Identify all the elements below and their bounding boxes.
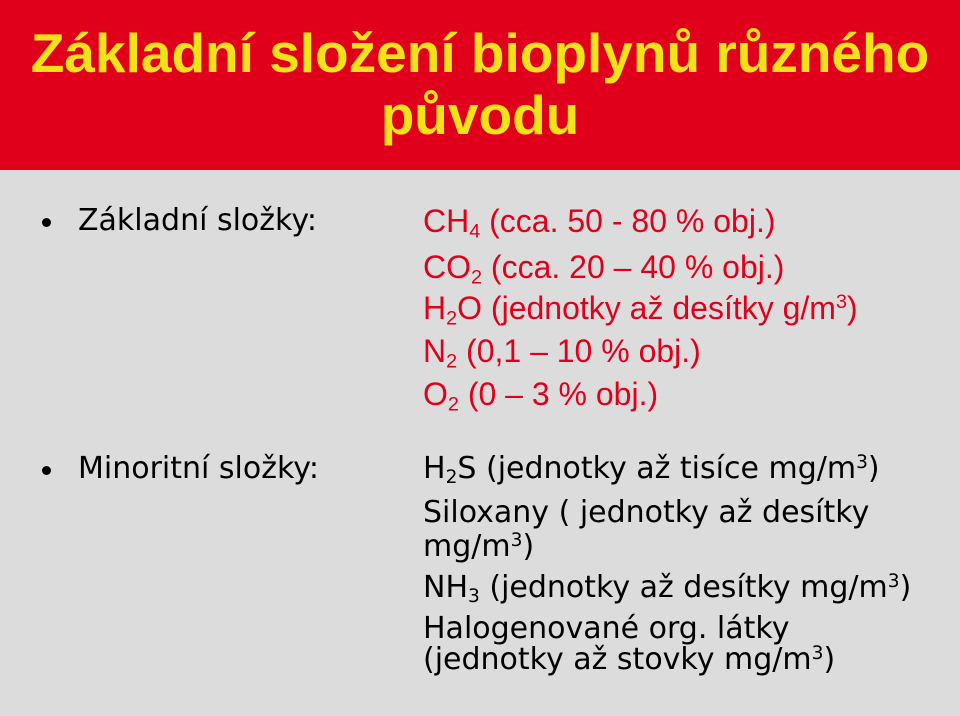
subscript: 2 [446, 307, 458, 330]
minor-component-h2s [423, 451, 880, 487]
subscript: 3 [468, 586, 480, 608]
formula: NH [423, 570, 468, 605]
minor-component-nh3 [423, 570, 911, 606]
subscript: 4 [469, 220, 481, 243]
minor-component-halogenated-cont [423, 642, 835, 678]
page-title-line-2: původu [380, 84, 580, 146]
main-component-o2 [423, 376, 659, 416]
formula: N [423, 333, 447, 369]
component-text: S (jednotky až tisíce mg/m [457, 451, 857, 486]
minor-components-label: Minoritní složky: [78, 451, 319, 486]
formula: O [423, 376, 448, 412]
bullet-icon [42, 218, 51, 227]
component-text-tail: ) [823, 642, 836, 677]
formula: CO [423, 249, 471, 285]
component-text-tail: ) [846, 290, 858, 326]
formula: H [423, 290, 447, 326]
main-component-n2 [423, 333, 701, 373]
superscript: 3 [887, 570, 900, 592]
component-text-tail: ) [867, 451, 880, 486]
subscript: 2 [445, 467, 458, 489]
formula: CH [423, 203, 470, 239]
main-component-h2o [423, 290, 858, 330]
page-title-line-1: Základní složení bioplynů různého [30, 22, 930, 84]
component-text: (0,1 – 10 % obj.) [457, 333, 701, 369]
superscript: 3 [510, 529, 523, 551]
bullet-icon [42, 466, 51, 475]
superscript: 3 [856, 451, 868, 473]
main-components-label: Základní složky: [78, 203, 318, 238]
component-text: mg/m [423, 529, 511, 564]
minor-component-siloxany-cont [423, 529, 534, 565]
subscript: 2 [447, 393, 459, 416]
component-text: (cca. 50 - 80 % obj.) [480, 203, 776, 239]
component-text: Siloxany ( jednotky až desítky [423, 495, 870, 530]
superscript: 3 [835, 291, 847, 314]
subscript: 2 [446, 350, 458, 373]
formula: H [423, 451, 446, 486]
component-text: (jednotky až desítky mg/m [479, 570, 888, 605]
component-text-tail: ) [522, 529, 535, 564]
component-text-tail: ) [899, 570, 912, 605]
main-component-co2 [423, 249, 785, 289]
page-title [0, 22, 960, 146]
minor-component-siloxany [423, 495, 869, 531]
component-text: (cca. 20 – 40 % obj.) [482, 249, 785, 285]
component-text: (jednotky až stovky mg/m [423, 642, 812, 677]
component-text: O (jednotky až desítky g/m [457, 290, 836, 326]
component-text: Halogenované org. látky [423, 611, 790, 646]
superscript: 3 [811, 642, 824, 664]
title-bar [0, 0, 960, 170]
component-text: (0 – 3 % obj.) [458, 376, 659, 412]
subscript: 2 [471, 266, 483, 289]
main-component-ch4 [423, 203, 776, 243]
